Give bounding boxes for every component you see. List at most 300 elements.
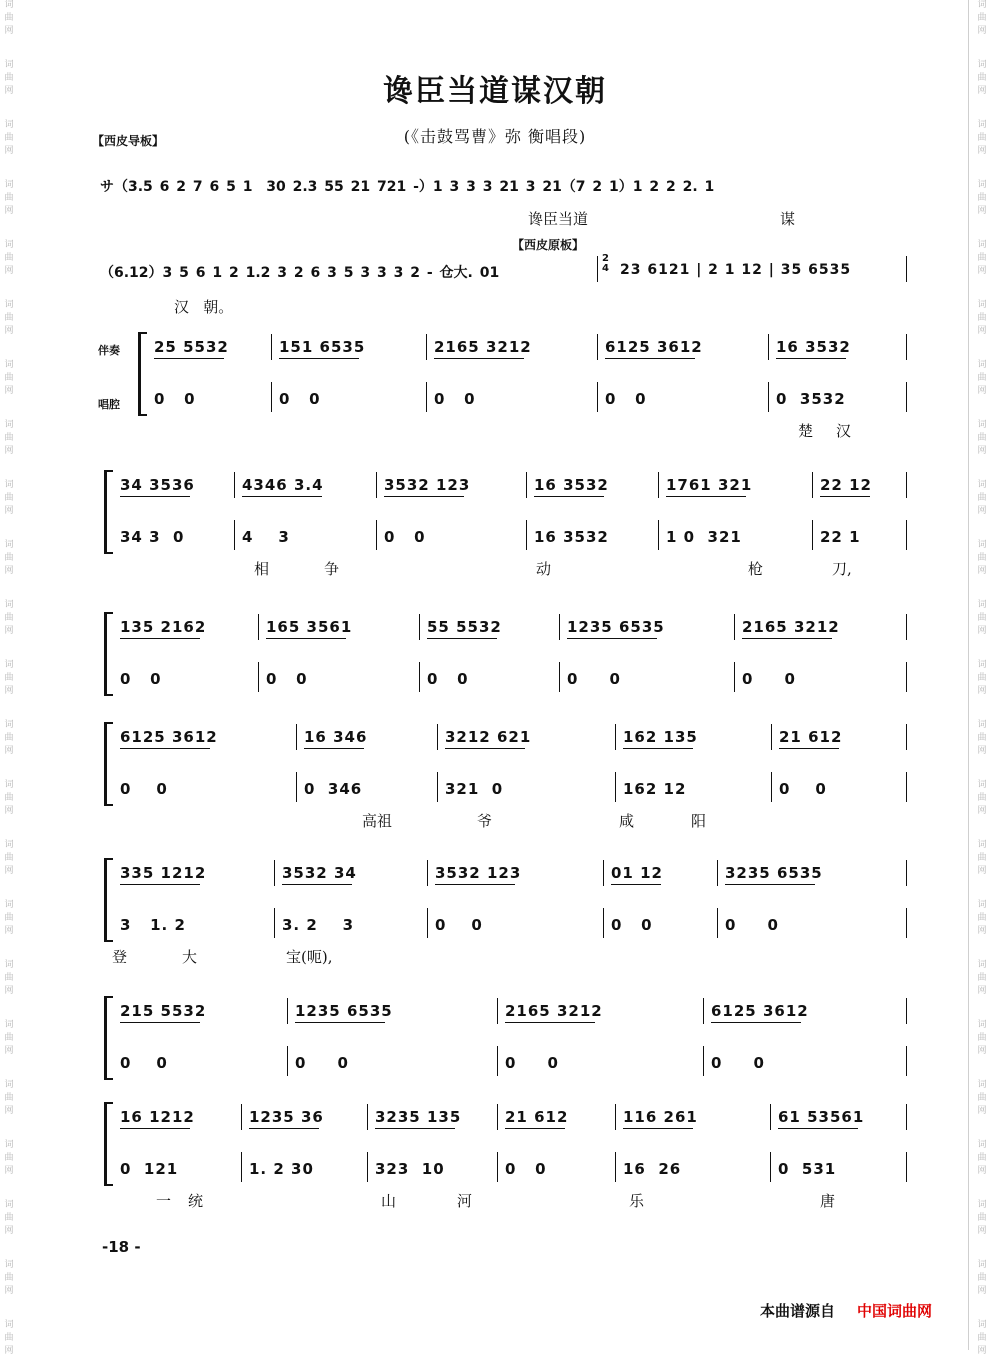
- watermark-char: 曲: [4, 733, 14, 743]
- accomp-measure: 21 612: [505, 1108, 569, 1126]
- accomp-measure: 116 261: [623, 1108, 698, 1126]
- barline: [768, 382, 769, 412]
- watermark-char: 曲: [977, 133, 987, 143]
- system-bracket: [104, 1102, 113, 1186]
- barline: [906, 472, 907, 498]
- beam-line: [304, 748, 364, 749]
- accomp-measure: 16 3532: [776, 338, 851, 356]
- lyric-syllable: 河: [457, 1192, 473, 1210]
- watermark-char: 曲: [977, 913, 987, 923]
- watermark-char: 词: [4, 420, 14, 430]
- watermark-char: 网: [4, 266, 14, 276]
- watermark-char: 曲: [977, 313, 987, 323]
- beam-line: [282, 884, 352, 885]
- vocal-measure: 0 0: [567, 670, 621, 688]
- watermark-char: 网: [4, 146, 14, 156]
- barline: [526, 520, 527, 550]
- watermark-char: 词: [4, 1320, 14, 1330]
- vocal-measure: 3. 2 3: [282, 916, 355, 934]
- barline: [603, 908, 604, 938]
- barline: [559, 614, 560, 640]
- vocal-measure: 0 0: [711, 1054, 765, 1072]
- lyric-syllable: 楚: [798, 422, 814, 440]
- watermark-char: 网: [4, 1226, 14, 1236]
- watermark-char: 曲: [977, 1153, 987, 1163]
- barline: [812, 472, 813, 498]
- watermark-char: 曲: [4, 253, 14, 263]
- barline: [376, 472, 377, 498]
- accomp-measure: 34 3536: [120, 476, 195, 494]
- watermark-char: 曲: [977, 673, 987, 683]
- watermark-char: 词: [977, 420, 987, 430]
- accomp-measure: 1235 36: [249, 1108, 324, 1126]
- watermark-char: 曲: [4, 1033, 14, 1043]
- watermark-char: 词: [977, 600, 987, 610]
- watermark-char: 网: [4, 1106, 14, 1116]
- beam-line: [779, 748, 839, 749]
- barline: [367, 1104, 368, 1130]
- barline: [703, 1046, 704, 1076]
- watermark-char: 网: [4, 1286, 14, 1296]
- watermark-char: 词: [977, 120, 987, 130]
- watermark-char: 网: [4, 326, 14, 336]
- watermark-char: 曲: [977, 1273, 987, 1283]
- barline: [426, 382, 427, 412]
- watermark-char: 网: [4, 866, 14, 876]
- beam-line: [434, 358, 524, 359]
- barline: [906, 998, 907, 1024]
- watermark-char: 网: [977, 146, 987, 156]
- beam-line: [266, 638, 346, 639]
- barline: [376, 520, 377, 550]
- watermark-char: 网: [977, 1226, 987, 1236]
- intro-lyric-2: 谋: [780, 210, 796, 228]
- watermark-char: 曲: [977, 613, 987, 623]
- watermark-char: 词: [977, 1140, 987, 1150]
- song-title: 谗臣当道谋汉朝: [383, 74, 607, 109]
- barline: [906, 1152, 907, 1182]
- beam-line: [623, 1128, 693, 1129]
- beam-line: [242, 496, 322, 497]
- vocal-measure: 16 26: [623, 1160, 682, 1178]
- barline: [906, 520, 907, 550]
- beam-line: [742, 638, 832, 639]
- accomp-measure: 6125 3612: [711, 1002, 809, 1020]
- watermark-char: 曲: [4, 793, 14, 803]
- watermark-char: 曲: [4, 493, 14, 503]
- watermark-char: 词: [977, 1200, 987, 1210]
- watermark-char: 网: [977, 1286, 987, 1296]
- accomp-measure: 3532 123: [435, 864, 522, 882]
- watermark-char: 词: [977, 540, 987, 550]
- barline: [287, 1046, 288, 1076]
- barline: [906, 724, 907, 750]
- watermark-char: 曲: [977, 373, 987, 383]
- vocal-measure: 0 0: [120, 780, 168, 798]
- watermark-char: 曲: [4, 313, 14, 323]
- beam-line: [120, 638, 200, 639]
- beam-line: [375, 1128, 455, 1129]
- watermark-char: 曲: [4, 853, 14, 863]
- watermark-char: 词: [4, 360, 14, 370]
- watermark-char: 曲: [4, 613, 14, 623]
- watermark-char: 词: [977, 780, 987, 790]
- lyric-syllable: 爷: [477, 812, 493, 830]
- vocal-measure: 0 0: [266, 670, 308, 688]
- barline: [497, 998, 498, 1024]
- watermark-char: 曲: [977, 1333, 987, 1343]
- watermark-char: 词: [977, 960, 987, 970]
- watermark-char: 网: [4, 506, 14, 516]
- vocal-measure: 323 10: [375, 1160, 445, 1178]
- barline: [906, 382, 907, 412]
- watermark-char: 曲: [977, 193, 987, 203]
- watermark-char: 词: [4, 840, 14, 850]
- vocal-measure: 1 0 321: [666, 528, 742, 546]
- vocal-measure: 321 0: [445, 780, 504, 798]
- watermark-char: 网: [4, 386, 14, 396]
- vocal-measure: 0 0: [605, 390, 647, 408]
- watermark-char: 网: [977, 506, 987, 516]
- watermark-char: 词: [977, 660, 987, 670]
- barline: [717, 908, 718, 938]
- watermark-char: 词: [4, 1080, 14, 1090]
- watermark-char: 网: [4, 446, 14, 456]
- watermark-char: 词: [977, 300, 987, 310]
- system-bracket: [104, 858, 113, 942]
- watermark-char: 曲: [4, 133, 14, 143]
- watermark-char: 网: [4, 86, 14, 96]
- beam-line: [611, 884, 661, 885]
- barline: [258, 662, 259, 692]
- barline: [906, 860, 907, 886]
- beam-line: [120, 748, 210, 749]
- watermark-char: 网: [4, 1346, 14, 1356]
- lyric-syllable: 乐: [629, 1192, 645, 1210]
- barline: [703, 998, 704, 1024]
- accomp-measure: 2165 3212: [434, 338, 532, 356]
- watermark-char: 词: [4, 960, 14, 970]
- lyric-syllable: 统: [188, 1192, 204, 1210]
- beam-line: [120, 1022, 200, 1023]
- watermark-char: 曲: [977, 1213, 987, 1223]
- watermark-char: 网: [977, 1106, 987, 1116]
- barline: [419, 614, 420, 640]
- barline: [597, 334, 598, 360]
- beam-line: [666, 496, 746, 497]
- watermark-char: 词: [977, 60, 987, 70]
- barline: [906, 614, 907, 640]
- barline: [296, 724, 297, 750]
- barline: [258, 614, 259, 640]
- watermark-char: 词: [977, 1020, 987, 1030]
- barline: [906, 1104, 907, 1130]
- accomp-measure: 4346 3.4: [242, 476, 324, 494]
- lyric-syllable: 动: [536, 560, 552, 578]
- accomp-measure: 1761 321: [666, 476, 753, 494]
- lyric-syllable: 高祖: [362, 812, 393, 830]
- accomp-measure: 3212 621: [445, 728, 532, 746]
- watermark-char: 网: [977, 626, 987, 636]
- watermark-char: 曲: [4, 1273, 14, 1283]
- barline: [497, 1104, 498, 1130]
- barline: [771, 724, 772, 750]
- watermark-char: 曲: [977, 853, 987, 863]
- accomp-measure: 16 1212: [120, 1108, 195, 1126]
- vocal-measure: 0 0: [120, 1054, 168, 1072]
- beam-line: [505, 1128, 565, 1129]
- vocal-measure: 1. 2 30: [249, 1160, 314, 1178]
- watermark-char: 网: [977, 746, 987, 756]
- watermark-char: 曲: [977, 1093, 987, 1103]
- barline: [906, 1046, 907, 1076]
- vocal-measure: 0 3532: [776, 390, 846, 408]
- vocal-measure: 0 0: [384, 528, 426, 546]
- vocal-measure: 4 3: [242, 528, 290, 546]
- beam-line: [623, 748, 693, 749]
- beam-line: [435, 884, 515, 885]
- barline: [426, 334, 427, 360]
- barline: [274, 908, 275, 938]
- watermark-char: 曲: [977, 433, 987, 443]
- barline: [658, 520, 659, 550]
- watermark-char: 词: [4, 1140, 14, 1150]
- watermark-char: 词: [4, 480, 14, 490]
- watermark-char: 网: [4, 926, 14, 936]
- accomp-measure: 3235 135: [375, 1108, 462, 1126]
- accomp-measure: 135 2162: [120, 618, 207, 636]
- barline: [559, 662, 560, 692]
- watermark-char: 曲: [4, 73, 14, 83]
- watermark-char: 网: [977, 866, 987, 876]
- watermark-char: 曲: [4, 1213, 14, 1223]
- watermark-char: 网: [4, 206, 14, 216]
- barline: [296, 772, 297, 802]
- barline: [734, 614, 735, 640]
- barline: [770, 1104, 771, 1130]
- vocal-measure: 0 0: [295, 1054, 349, 1072]
- accomp-measure: 16 346: [304, 728, 368, 746]
- vocal-measure: 0 0: [505, 1160, 547, 1178]
- watermark-char: 网: [977, 386, 987, 396]
- accomp-measure: 151 6535: [279, 338, 366, 356]
- accomp-measure: 55 5532: [427, 618, 502, 636]
- barline: [768, 334, 769, 360]
- beam-line: [445, 748, 525, 749]
- beam-line: [384, 496, 464, 497]
- watermark-char: 词: [4, 180, 14, 190]
- beam-line: [249, 1128, 319, 1129]
- beam-line: [120, 884, 200, 885]
- barline: [234, 472, 235, 498]
- accomp-measure: 3235 6535: [725, 864, 823, 882]
- vocal-measure: 16 3532: [534, 528, 609, 546]
- watermark-char: 网: [977, 1046, 987, 1056]
- barline: [771, 772, 772, 802]
- accomp-measure: 3532 34: [282, 864, 357, 882]
- watermark-char: 词: [4, 540, 14, 550]
- watermark-char: 词: [4, 1200, 14, 1210]
- vocal-measure: 0 0: [742, 670, 796, 688]
- barline: [271, 334, 272, 360]
- beam-line: [534, 496, 604, 497]
- accomp-measure: 3532 123: [384, 476, 471, 494]
- watermark-char: 网: [977, 986, 987, 996]
- time-signature: 2 4: [602, 253, 610, 274]
- barline: [234, 520, 235, 550]
- watermark-char: 网: [977, 1346, 987, 1356]
- vocal-measure: 0 346: [304, 780, 363, 798]
- beam-line: [776, 358, 846, 359]
- vocal-measure: 22 1: [820, 528, 861, 546]
- accomp-measure: 2165 3212: [742, 618, 840, 636]
- lyric-syllable: 唐: [820, 1192, 836, 1210]
- beam-line: [567, 638, 657, 639]
- lyric-syllable: 争: [324, 560, 340, 578]
- watermark-char: 词: [977, 900, 987, 910]
- barline: [419, 662, 420, 692]
- watermark-char: 曲: [4, 193, 14, 203]
- accomp-measure: 6125 3612: [120, 728, 218, 746]
- watermark-char: 词: [4, 600, 14, 610]
- watermark-char: 词: [977, 360, 987, 370]
- footer-site: 中国词曲网: [857, 1302, 933, 1320]
- barline: [597, 256, 598, 282]
- barline: [906, 772, 907, 802]
- barline: [241, 1104, 242, 1130]
- beam-line: [120, 496, 190, 497]
- watermark-char: 曲: [977, 253, 987, 263]
- accomp-measure: 215 5532: [120, 1002, 207, 1020]
- beam-line: [120, 1128, 190, 1129]
- beam-line: [505, 1022, 595, 1023]
- watermark-char: 网: [4, 686, 14, 696]
- lyric-syllable: 枪: [748, 560, 764, 578]
- beam-line: [711, 1022, 801, 1023]
- watermark-char: 网: [977, 86, 987, 96]
- watermark-char: 网: [977, 566, 987, 576]
- accomp-measure: 6125 3612: [605, 338, 703, 356]
- accomp-measure: 335 1212: [120, 864, 207, 882]
- accomp-measure: 61 53561: [778, 1108, 865, 1126]
- watermark-char: 词: [4, 240, 14, 250]
- barline: [497, 1046, 498, 1076]
- vocal-measure: 162 12: [623, 780, 687, 798]
- watermark-char: 词: [4, 720, 14, 730]
- beam-line: [778, 1128, 858, 1129]
- beam-line: [279, 358, 359, 359]
- accomp-measure: 16 3532: [534, 476, 609, 494]
- watermark-char: 曲: [4, 973, 14, 983]
- intro-notes-line1: サ（3.5 6 2 7 6 5 1 30 2.3 55 21 721 -）1 3 3 3 21 3 21（7 2 1）1 2 2 2. 1: [100, 179, 715, 195]
- watermark-char: 网: [4, 986, 14, 996]
- accomp-measure: 21 612: [779, 728, 843, 746]
- watermark-char: 网: [977, 926, 987, 936]
- watermark-char: 曲: [977, 13, 987, 23]
- watermark-char: 曲: [4, 373, 14, 383]
- vocal-measure: 0 0: [435, 916, 483, 934]
- watermark-char: 网: [4, 1166, 14, 1176]
- vocal-measure: 0 0: [120, 670, 162, 688]
- watermark-char: 曲: [977, 73, 987, 83]
- watermark-char: 词: [977, 1260, 987, 1270]
- part-label-accomp: 伴奏: [98, 344, 120, 357]
- vocal-measure: 3 1. 2: [120, 916, 186, 934]
- watermark-char: 网: [977, 206, 987, 216]
- watermark-char: 曲: [4, 553, 14, 563]
- watermark-char: 曲: [977, 493, 987, 503]
- accomp-measure: 01 12: [611, 864, 663, 882]
- barline: [906, 256, 907, 282]
- barline: [906, 662, 907, 692]
- barline: [287, 998, 288, 1024]
- watermark-char: 曲: [977, 793, 987, 803]
- watermark-char: 网: [4, 806, 14, 816]
- beam-line: [427, 638, 497, 639]
- system-bracket: [104, 722, 113, 806]
- accomp-measure: 1235 6535: [295, 1002, 393, 1020]
- part-label-vocal: 唱腔: [98, 398, 120, 411]
- barline: [615, 1152, 616, 1182]
- watermark-char: 网: [977, 446, 987, 456]
- barline: [615, 1104, 616, 1130]
- watermark-char: 曲: [4, 1333, 14, 1343]
- watermark-char: 词: [977, 1080, 987, 1090]
- vocal-measure: 34 3 0: [120, 528, 185, 546]
- watermark-char: 网: [4, 1046, 14, 1056]
- barline: [271, 382, 272, 412]
- watermark-char: 词: [977, 720, 987, 730]
- watermark-char: 网: [977, 26, 987, 36]
- barline: [734, 662, 735, 692]
- barline: [497, 1152, 498, 1182]
- beam-line: [725, 884, 815, 885]
- barline: [812, 520, 813, 550]
- watermark-char: 词: [4, 1020, 14, 1030]
- watermark-char: 网: [977, 266, 987, 276]
- intro-notes-line2: （6.12）3 5 6 1 2 1.2 3 2 6 3 5 3 3 3 2 - 仓大. 01: [100, 265, 500, 281]
- vocal-measure: 0 0: [779, 780, 827, 798]
- vocal-measure: 0 0: [725, 916, 779, 934]
- accomp-measure: 2165 3212: [505, 1002, 603, 1020]
- intro-lyric-1: 谗臣当道: [528, 210, 589, 228]
- system-bracket: [104, 996, 113, 1080]
- watermark-char: 词: [977, 480, 987, 490]
- lyric-syllable: 阳: [691, 812, 707, 830]
- barline: [526, 472, 527, 498]
- footer-prefix: 本曲谱源自: [760, 1302, 836, 1320]
- barline: [241, 1152, 242, 1182]
- barline: [603, 860, 604, 886]
- barline: [615, 724, 616, 750]
- watermark-char: 曲: [977, 973, 987, 983]
- watermark-char: 网: [4, 26, 14, 36]
- watermark-char: 词: [4, 1260, 14, 1270]
- watermark-char: 词: [4, 900, 14, 910]
- page-number: -18 -: [102, 1238, 141, 1256]
- intro-lyric-3: 汉 朝。: [174, 298, 234, 316]
- tag-yuanban: 【西皮原板】: [512, 238, 585, 252]
- watermark-char: 词: [977, 180, 987, 190]
- watermark-char: 曲: [4, 1093, 14, 1103]
- vocal-measure: 0 0: [154, 390, 196, 408]
- barline: [597, 382, 598, 412]
- system-bracket: [138, 332, 147, 416]
- barline: [906, 908, 907, 938]
- lyric-syllable: 一: [156, 1192, 172, 1210]
- watermark-char: 网: [977, 806, 987, 816]
- watermark-char: 曲: [977, 553, 987, 563]
